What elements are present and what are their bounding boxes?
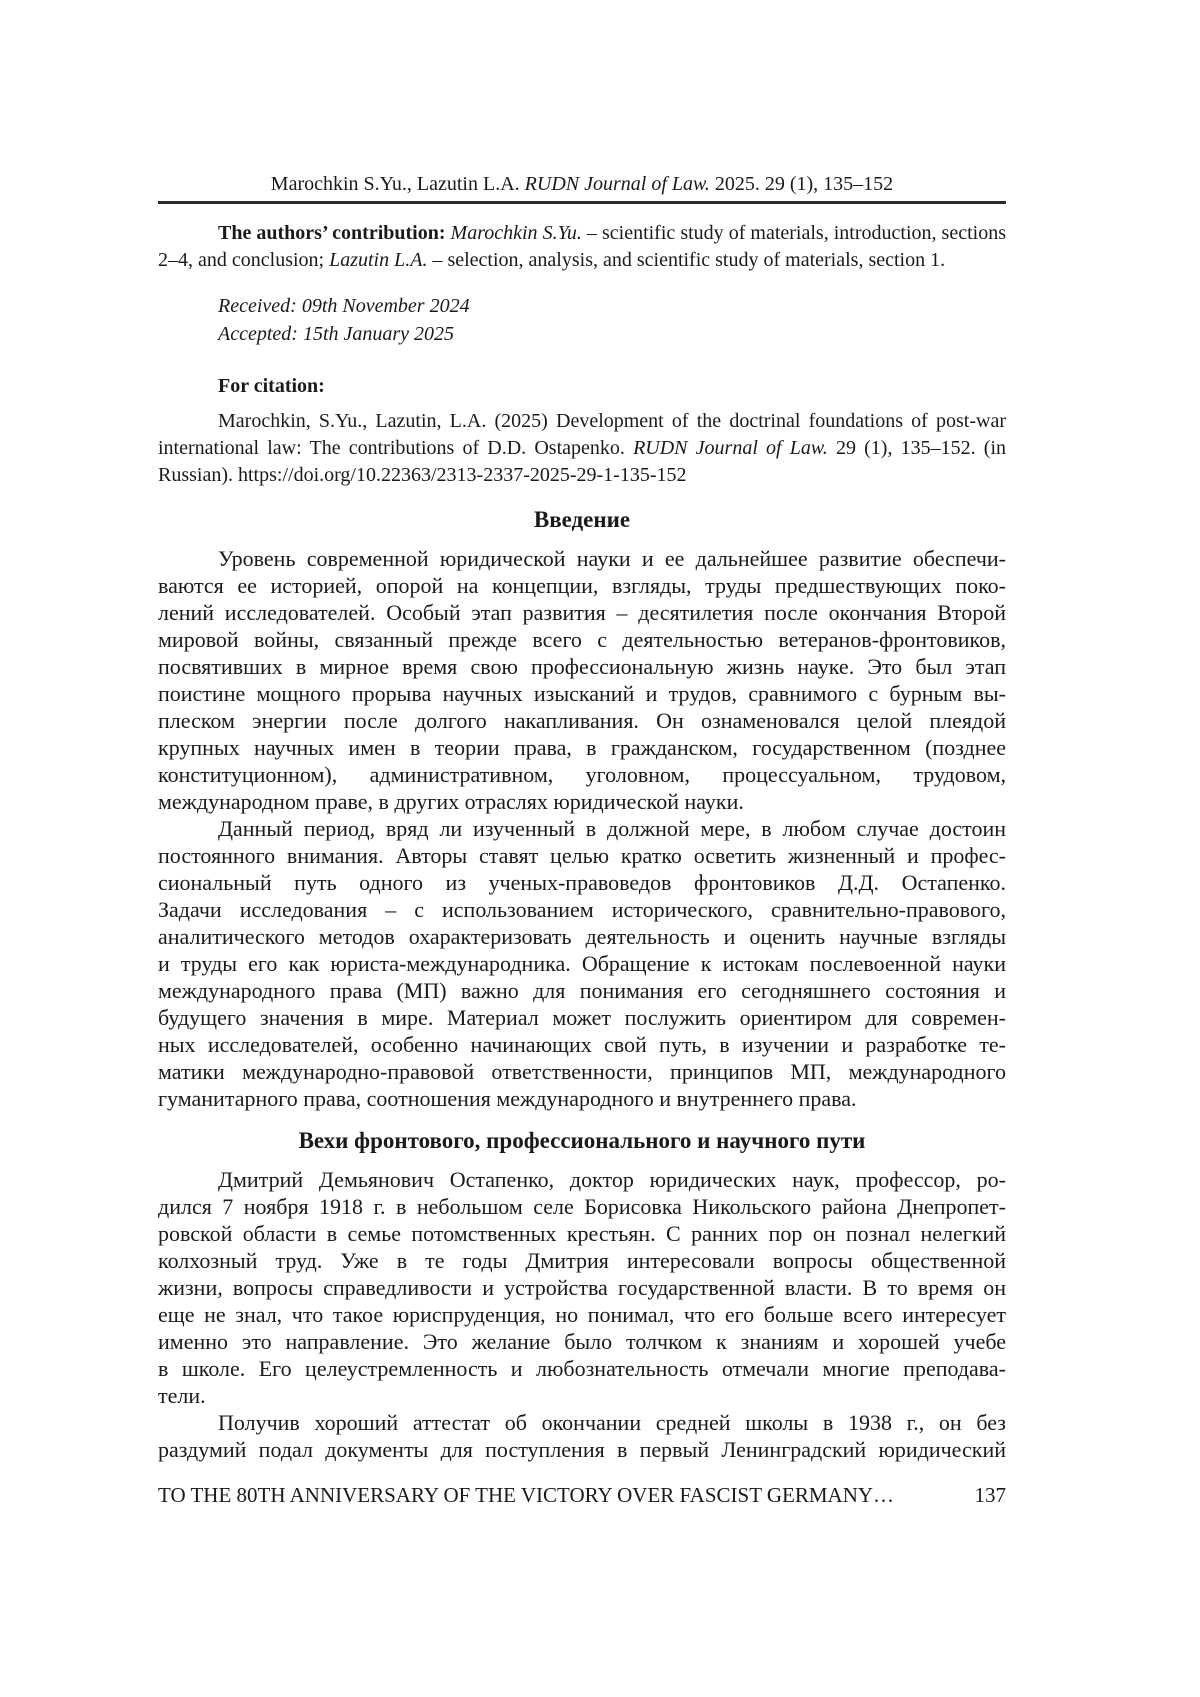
text-line: колхозный труд. Уже в те годы Дмитрия интересовали вопросы общественной	[158, 1248, 1006, 1273]
header-rule	[158, 201, 1006, 204]
for-citation-label: For citation:	[218, 375, 325, 397]
text-line: матики международно-правовой ответственности, принципов МП, международного	[158, 1059, 1006, 1084]
running-header-authors: Marochkin S.Yu., Lazutin L.A.	[270, 173, 525, 195]
citation-text	[158, 408, 1006, 489]
page-number: 137	[974, 1483, 1006, 1507]
authors-contribution-label: The authors’ contribution:	[218, 222, 451, 244]
text-line: Задачи исследования – с использованием исторического, сравнительно-правового,	[158, 897, 1006, 922]
text-line: гуманитарного права, соотношения международного и внутреннего права.	[158, 1086, 857, 1111]
accepted-date: Accepted: 15th January 2025	[218, 323, 455, 345]
paragraph-intro-2	[158, 815, 1006, 1112]
running-header-issue: 2025. 29 (1), 135–152	[709, 173, 894, 195]
text-line: ровской области в семье потомственных крестьян. С ранних пор он познал нелегкий	[158, 1221, 1006, 1246]
contribution-text-1: – scientific study of materials, introduction, sections 2–4, and conclusion;	[158, 222, 1006, 271]
text-line: поистине мощного прорыва научных изысканий и трудов, сравнимого с бурным вы-	[158, 681, 1006, 706]
text-line: Уровень современной юридической науки и ее дальнейшее развитие обеспечи-	[218, 546, 1006, 571]
text-line: Данный период, вряд ли изученный в должной мере, в любом случае достоин	[218, 816, 1006, 841]
text-line: посвятивших в мирное время свою профессиональную жизнь науке. Это был этап	[158, 654, 1006, 679]
text-line: Получив хороший аттестат об окончании средней школы в 1938 г., он без	[218, 1410, 1006, 1435]
footer-running-title: TO THE 80TH ANNIVERSARY OF THE VICTORY OVER FASCIST GERMANY…	[158, 1483, 895, 1507]
text-line: тели.	[158, 1383, 206, 1408]
running-header	[158, 0, 1006, 197]
citation-text-1: Marochkin, S.Yu., Lazutin, L.A. (2025) Development of the doctrinal foundations of post-war international law: The contributions of D.D. Ostapenko.	[158, 410, 1006, 459]
received-date: Received: 09th November 2024	[218, 295, 470, 317]
text-line: ных исследователей, особенно начинающих свой путь, в изучении и разработке те-	[158, 1032, 1006, 1057]
text-line: будущего значения в мире. Материал может послужить ориентиром для современ-	[158, 1005, 1006, 1030]
text-line: в школе. Его целеустремленность и любознательность отмечали многие преподава-	[158, 1356, 1006, 1381]
page-content	[158, 0, 1006, 1463]
citation-journal: RUDN Journal of Law.	[633, 437, 828, 459]
text-line: еще не знал, что такое юриспруденция, но понимал, что его больше всего интересует	[158, 1302, 1006, 1327]
text-line: плеском энергии после долгого накапливания. Он ознаменовался целой плеядой	[158, 708, 1006, 733]
paragraph-milestones-2	[158, 1409, 1006, 1463]
paragraph-intro-1	[158, 545, 1006, 815]
contribution-author-1: Marochkin S.Yu.	[450, 222, 582, 244]
text-line: конституционном), административном, уголовном, процессуальном, трудовом,	[158, 762, 1006, 787]
paragraph-milestones-1	[158, 1166, 1006, 1409]
text-line: и труды его как юриста-международника. Обращение к истокам послевоенной науки	[158, 951, 1006, 976]
text-line: сиональный путь одного из ученых-правоведов фронтовиков Д.Д. Остапенко.	[158, 870, 1006, 895]
text-line: дился 7 ноября 1918 г. в небольшом селе Борисовка Никольского района Днепропет-	[158, 1194, 1006, 1219]
page-footer	[158, 1482, 1006, 1508]
text-line: крупных научных имен в теории права, в гражданском, государственном (позднее	[158, 735, 1006, 760]
section-heading-introduction: Введение	[533, 507, 631, 532]
contribution-author-2: Lazutin L.A.	[329, 249, 428, 271]
text-line: мировой войны, связанный прежде всего с деятельностью ветеранов-фронтовиков,	[158, 627, 1006, 652]
text-line: лений исследователей. Особый этап развития – десятилетия после окончания Второй	[158, 600, 1006, 625]
running-header-journal: RUDN Journal of Law.	[524, 173, 710, 195]
text-line: раздумий подал документы для поступления в первый Ленинградский юридический	[158, 1437, 1006, 1462]
contribution-text-2: – selection, analysis, and scientific study of materials, section 1.	[427, 249, 946, 271]
section-heading-milestones: Вехи фронтового, профессионального и научного пути	[298, 1128, 866, 1153]
text-line: постоянного внимания. Авторы ставят целью кратко осветить жизненный и профес-	[158, 843, 1006, 868]
dates-block	[158, 292, 1006, 348]
text-line: ваются ее историей, опорой на концепции, взгляды, труды предшествующих поко-	[158, 573, 1006, 598]
text-line: аналитического методов охарактеризовать деятельность и оценить научные взгляды	[158, 924, 1006, 949]
text-line: международном праве, в других отраслях юридической науки.	[158, 789, 744, 814]
text-line: именно это направление. Это желание было толчком к знаниям и хорошей учебе	[158, 1329, 1006, 1354]
text-line: жизни, вопросы справедливости и устройства государственной власти. В то время он	[158, 1275, 1006, 1300]
authors-contribution	[158, 220, 1006, 274]
text-line: международного права (МП) важно для понимания его сегодняшнего состояния и	[158, 978, 1006, 1003]
text-line: Дмитрий Демьянович Остапенко, доктор юридических наук, профессор, ро-	[218, 1167, 1006, 1192]
citation-text-2: 29 (1), 135–152. (in Russian). https://doi.org/10.22363/2313-2337-2025-29-1-135-152	[158, 437, 1006, 486]
